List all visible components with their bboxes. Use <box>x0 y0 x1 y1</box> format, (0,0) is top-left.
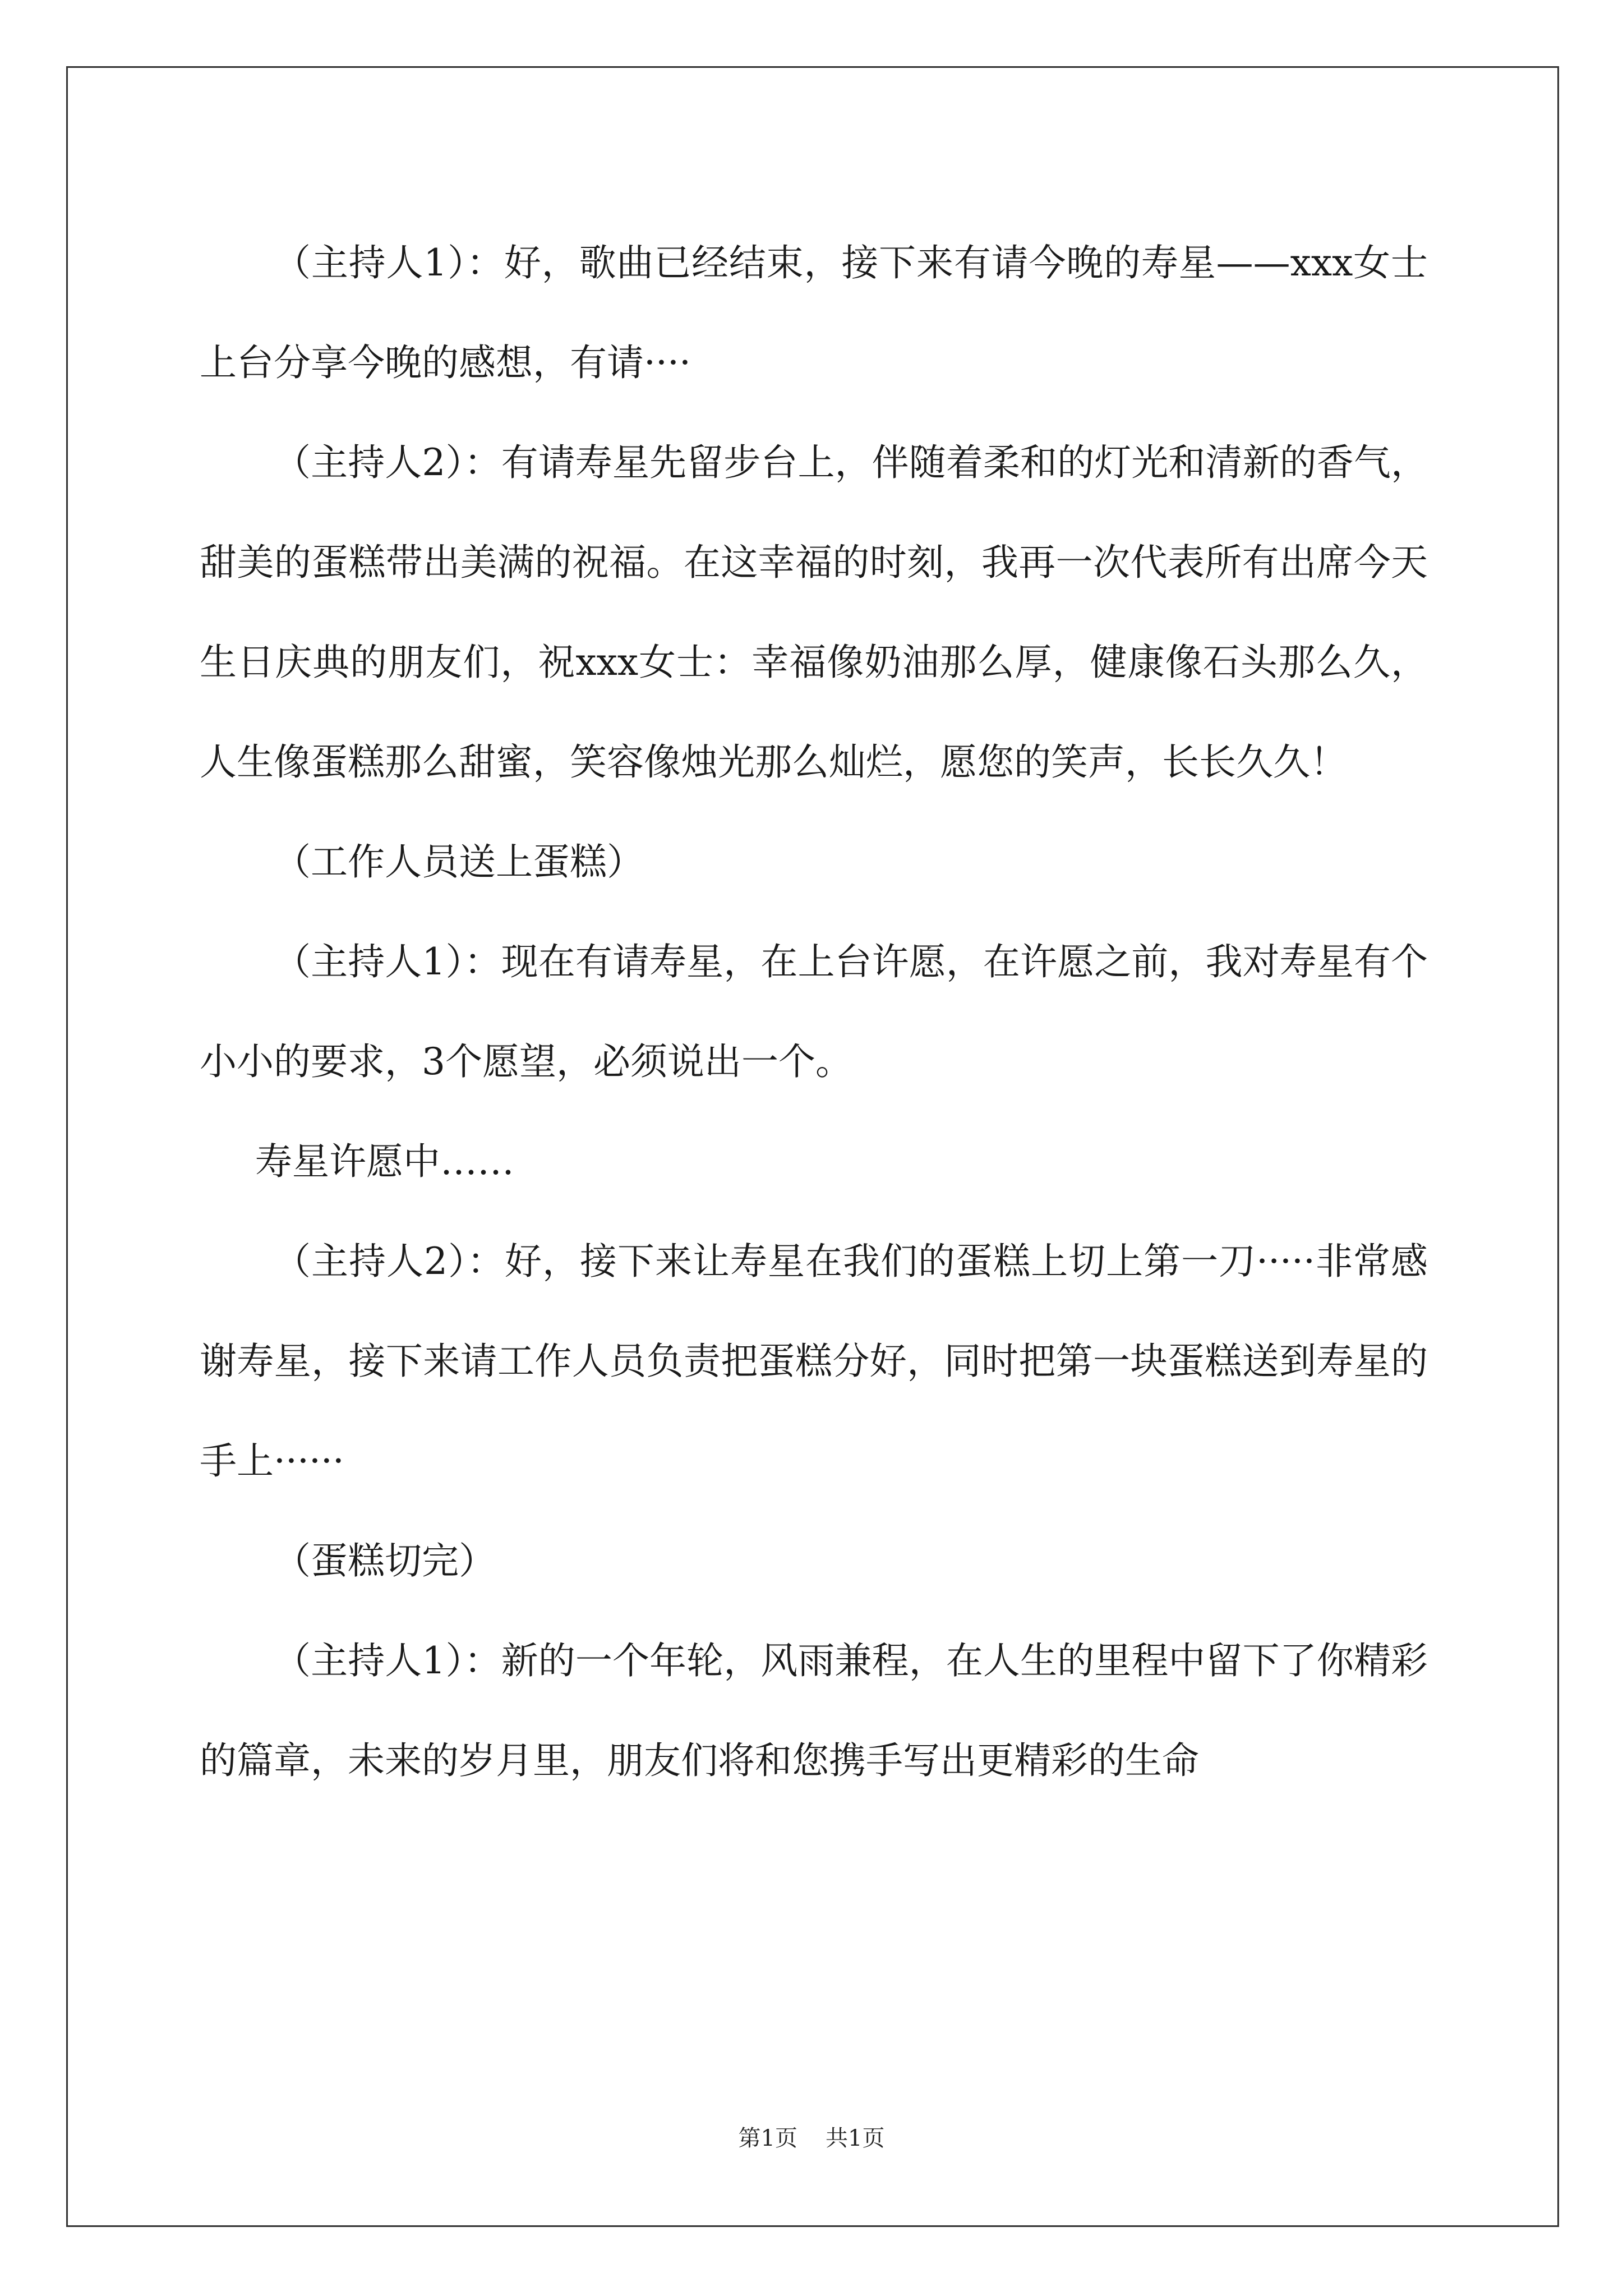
paragraph: （工作人员送上蛋糕） <box>274 840 644 884</box>
paragraph: 寿星许愿中…… <box>255 1140 514 1183</box>
paragraph: （主持人1）：现在有请寿星，在上台许愿，在许愿之前，我对寿星有个小小的要求，3个愿望，必须说出一个。 <box>200 940 1428 1083</box>
page-footer <box>0 2120 1623 2152</box>
page-total: 共1页 <box>826 2125 885 2151</box>
paragraph: （主持人1）：新的一个年轮，风雨兼程，在人生的里程中留下了你精彩的篇章，未来的岁月里，朋友们将和您携手写出更精彩的生命 <box>200 1639 1428 1782</box>
paragraph: （蛋糕切完） <box>274 1539 496 1582</box>
paragraph: （主持人2）：有请寿星先留步台上，伴随着柔和的灯光和清新的香气，甜美的蛋糕带出美满的祝福。在这幸福的时刻，我再一次代表所有出席今天生日庆典的朋友们，祝xxx女士：幸福像奶油那么厚，健康像石头那么久，人生像蛋糕那么甜蜜，笑容像烛光那么灿烂，愿您的笑声，长长久久！ <box>200 441 1428 784</box>
paragraph: （主持人1）：好，歌曲已经结束，接下来有请今晚的寿星——xxx女士上台分享今晚的感想，有请···· <box>200 241 1428 384</box>
document-body <box>200 213 1428 1811</box>
paragraph: （主持人2）：好，接下来让寿星在我们的蛋糕上切上第一刀·····非常感谢寿星，接下来请工作人员负责把蛋糕分好，同时把第一块蛋糕送到寿星的手上······ <box>200 1240 1428 1483</box>
page-number: 第1页 <box>738 2125 797 2151</box>
